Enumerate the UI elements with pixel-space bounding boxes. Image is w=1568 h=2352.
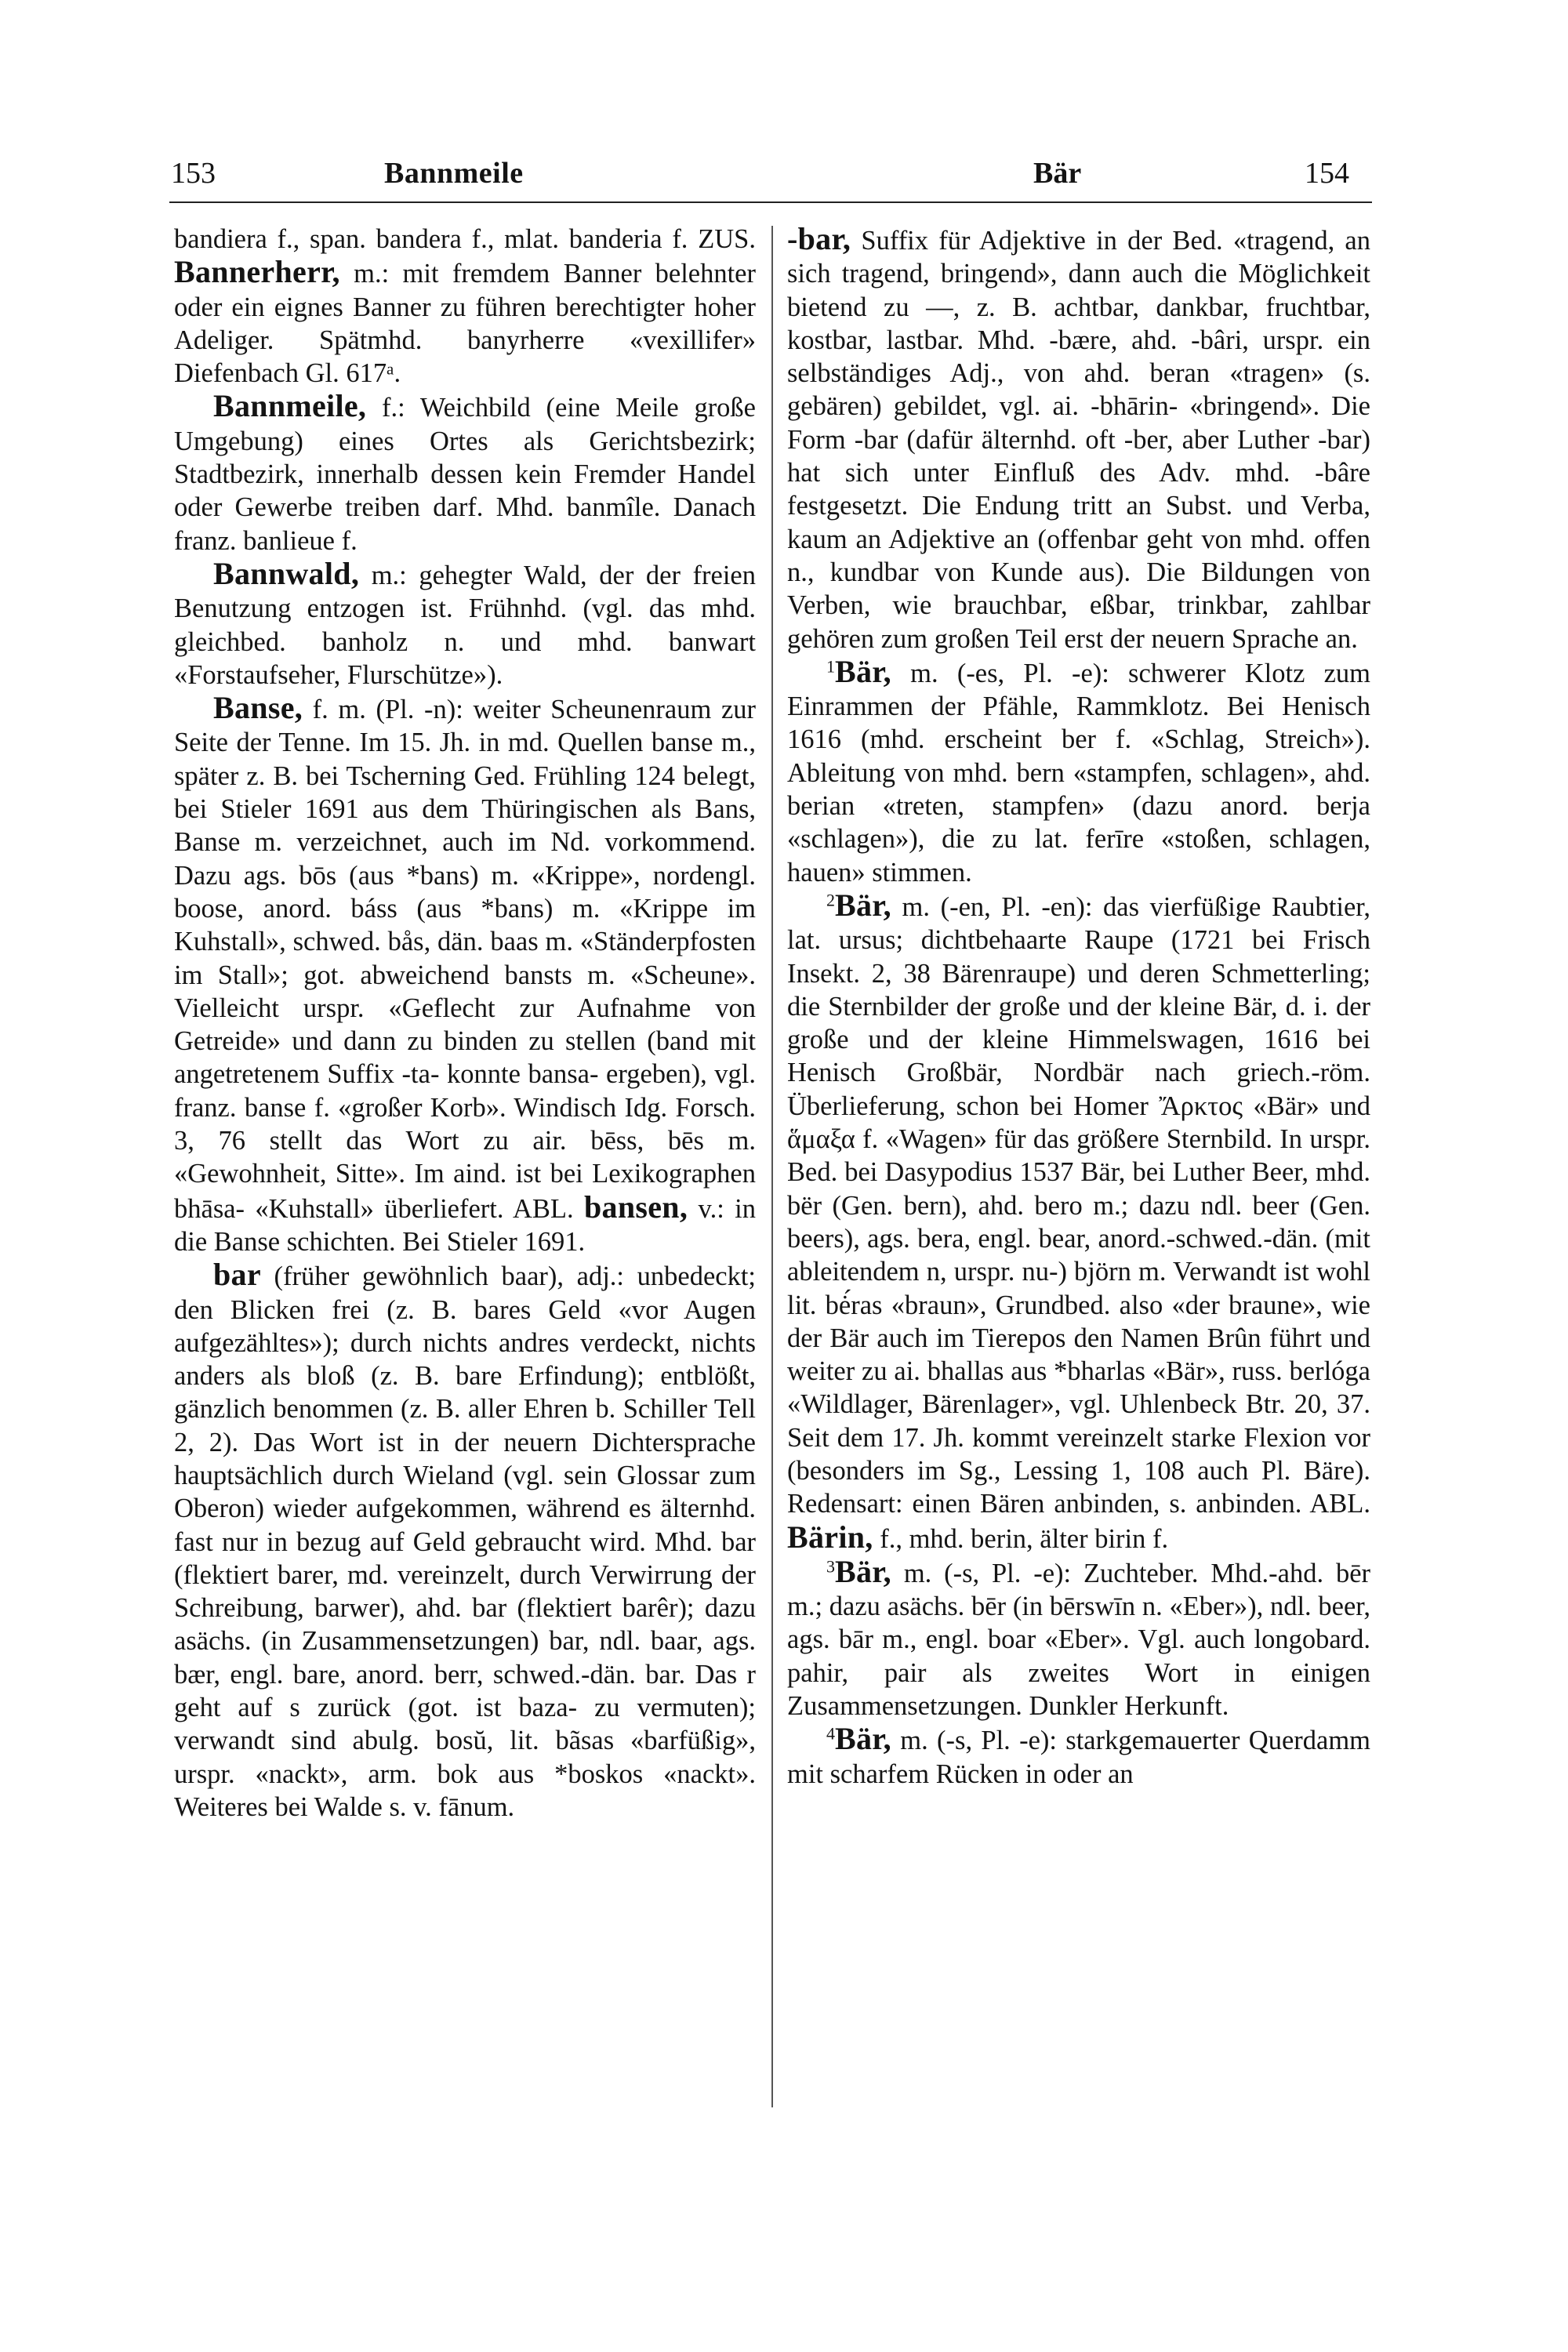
entry-text: f.: Weichbild (eine Meile große Umgebung) eines Ortes als Gerichtsbezirk; Stadtbezirk, innerhalb dessen kein Fremder Handel oder Gewerbe treiben darf. Mhd. banmîle. Danach franz. banlieue f. (174, 393, 756, 556)
entry-baer-1 (787, 655, 1370, 889)
entry-text: Suffix für Adjektive in der Bed. «tragend, an sich tragend, bringend», dann auch die Möglichkeit bietend zu —, z. B. achtbar, dankbar, fruchtbar, kostbar, lastbar. Mhd. -bære, ahd. -bâri, urspr. ein selbständiges Adj., von ahd. beran «tragen» (s. gebären) gebildet, vgl. ai. -bhārin- «bringend». Die Form -bar (dafür älternhd. oft -ber, aber Luther -bar) hat sich unter Einfluß des Adv. mhd. -bâre festgesetzt. Die Endung tritt an Subst. und Verba, kaum an Adjektive an (offenbar geht von mhd. offen n., kundbar von Kunde aus). Die Bildungen von Verben, wie brauchbar, eßbar, trinkbar, zahlbar gehören zum großen Teil erst der neuern Sprache an. (787, 226, 1370, 654)
entry-text: m. (-s, Pl. -e): starkgemauerter Querdamm mit scharfem Rücken in oder an (787, 1726, 1370, 1789)
entry-bannmeile (174, 390, 756, 557)
entry-suffix-bar (787, 223, 1370, 655)
entry-text: m. (-es, Pl. -e): schwerer Klotz zum Einrammen der Pfähle, Rammklotz. Bei Henisch 1616 (mhd. erscheint ber f. «Schlag, Streich»). Ableitung von mhd. bern «stampfen, schlagen», ahd. berian «treten, stampfen» (dazu anord. berja «schlagen»), die zu lat. ferīre «stoßen, schlagen, hauen» stimmen. (787, 658, 1370, 887)
entry-text: m. (-s, Pl. -e): Zuchteber. Mhd.-ahd. bēr m.; dazu asächs. bēr (in bērswīn n. «Eber»), ndl. beer, ags. bār m., engl. boar «Eber». Vgl. auch longobard. pahir, pair als zweites Wort in einigen Zusammensetzungen. Dunkler Herkunft. (787, 1558, 1370, 1722)
entry-bannerherr (174, 223, 756, 390)
entry-baer-4 (787, 1722, 1370, 1791)
headword: Banse, (213, 690, 303, 726)
homonym-number: 3 (826, 1556, 835, 1577)
entry-text: f. m. (Pl. -n): weiter Scheunenraum zur Seite der Tenne. Im 15. Jh. in md. Quellen banse m., später z. B. bei Tscherning Ged. Frühling 124 belegt, bei Stieler 1691 aus dem Thüringischen als Bans, Banse m. verzeichnet, auch im Nd. vorkommend. Dazu ags. bōs (aus *bans) m. «Krippe», nordengl. boose, anord. báss (aus *bans) m. «Krippe im Kuhstall», schwed. bås, dän. baas m. «Ständerpfosten im Stall»; got. abweichend bansts m. «Scheune». Vielleicht urspr. «Geflecht zur Aufnahme von Getreide» und dann zu binden zu stellen (band mit angetretenem Suffix -ta- konnte bansa- ergeben), vgl. franz. banse f. «großer Korb». Windisch Idg. Forsch. 3, 76 stellt das Wort zu air. bēss, bēs m. «Gewohnheit, Sitte». Im aind. ist bei Lexikographen bhāsa- «Kuhstall» überliefert. ABL. (174, 695, 756, 1224)
entry-text: (früher gewöhnlich baar), adj.: unbedeckt; den Blicken frei (z. B. bares Geld «vor Augen aufgezähltes»); durch nichts andres verdeckt, nichts anders als bloß (z. B. bare Erfindung); entblößt, gänzlich benommen (z. B. aller Ehren b. Schiller Tell 2, 2). Das Wort ist in der neuern Dichtersprache hauptsächlich durch Wieland (vgl. sein Glossar zum Oberon) wieder aufgekommen, während es älternhd. fast nur in bezug auf Geld gebraucht wird. Mhd. bar (flektiert barer, md. vereinzelt, durch Verwirrung der Schreibung, barwer), ahd. bar (flektiert barêr); dazu asächs. (in Zusammensetzungen) bar, ndl. baar, ags. bær, engl. bare, anord. berr, schwed.-dän. bar. Das r geht auf s zurück (got. ist baza- zu vermuten); verwandt sind abulg. bosŭ, lit. bãsas «barfüßig», urspr. «nackt», arm. bok aus *boskos «nackt». Weiteres bei Walde s. v. fānum. (174, 1261, 756, 1822)
running-head-left: Bannmeile (384, 157, 524, 190)
page-header (0, 154, 1568, 201)
headword: Bannmeile, (213, 388, 367, 424)
headword: Bannerherr, (174, 254, 340, 290)
entry-text: m.: gehegter Wald, der der freien Benutzung entzogen ist. Frühnhd. (vgl. das mhd. gleichbed. banholz n. und mhd. banwart «Forstaufseher, Flurschütze»). (174, 560, 756, 690)
headword: Bär, (835, 1553, 891, 1589)
headword: bar (213, 1257, 261, 1293)
right-column (787, 223, 1370, 1791)
headword: -bar, (787, 221, 851, 256)
headword: Bär, (835, 887, 891, 923)
entry-text: m.: mit fremdem Banner belehnter oder ein eignes Banner zu führen berechtigter hoher Adeliger. Spätmhd. banyrherre «vexillifer» Diefenbach Gl. 617ᵃ. (174, 259, 756, 389)
entry-baer-2 (787, 889, 1370, 1555)
column-divider (771, 226, 773, 2107)
headword: Bär, (835, 1721, 891, 1757)
entry-text: bandiera f., span. bandera f., mlat. banderia f. ZUS. (174, 224, 756, 254)
page-number-right: 154 (1305, 157, 1349, 190)
headword: Bannwald, (213, 555, 360, 591)
entry-text: v.: in die Banse schichten. Bei Stieler 1691. (174, 1193, 756, 1257)
homonym-number: 1 (826, 656, 835, 677)
entry-banse (174, 691, 756, 1258)
headword: Bär, (835, 653, 891, 689)
left-column (174, 223, 756, 1824)
header-rule (169, 201, 1372, 203)
entry-baer-3 (787, 1555, 1370, 1722)
entry-bannwald (174, 557, 756, 691)
running-head-right: Bär (1033, 157, 1082, 190)
entry-text: m. (-en, Pl. -en): das vierfüßige Raubtier, lat. ursus; dichtbehaarte Raupe (1721 bei Frisch Insekt. 2, 38 Bärenraupe) und deren Schmetterling; die Sternbilder der große und der kleine Bär, d. i. der große und der kleine Himmelswagen, 1616 bei Henisch Großbär, Nordbär nach griech.-röm. Überlieferung, schon bei Homer Ἄρκτος «Bär» und ἅμαξα f. «Wagen» für das größere Sternbild. In urspr. Bed. bei Dasypodius 1537 Bär, bei Luther Beer, mhd. bër (Gen. bern), ahd. bero m.; dazu ndl. beer (Gen. beers), ags. bera, engl. bear, anord.-schwed.-dän. (mit ableitendem n, urspr. nu-) björn m. Verwandt ist wohl lit. bė́ras «braun», Grundbed. also «der braune», wie der Bär auch im Tierepos den Namen Brûn führt und weiter zu ai. bhallas aus *bharlas «Bär», russ. berlóga «Wildlager, Bärenlager», vgl. Uhlenbeck Btr. 20, 37. Seit dem 17. Jh. kommt vereinzelt starke Flexion vor (besonders im Sg., Lessing 1, 108 auch Pl. Bäre). Redensart: einen Bären anbinden, s. anbinden. ABL. (787, 891, 1370, 1519)
entry-bar-adj (174, 1258, 756, 1824)
homonym-number: 2 (826, 890, 835, 910)
entry-text: f., mhd. berin, älter birin f. (873, 1523, 1169, 1554)
headword: Bärin, (787, 1519, 873, 1555)
headword: bansen, (584, 1189, 688, 1225)
homonym-number: 4 (826, 1723, 835, 1744)
page-number-left: 153 (171, 157, 216, 190)
